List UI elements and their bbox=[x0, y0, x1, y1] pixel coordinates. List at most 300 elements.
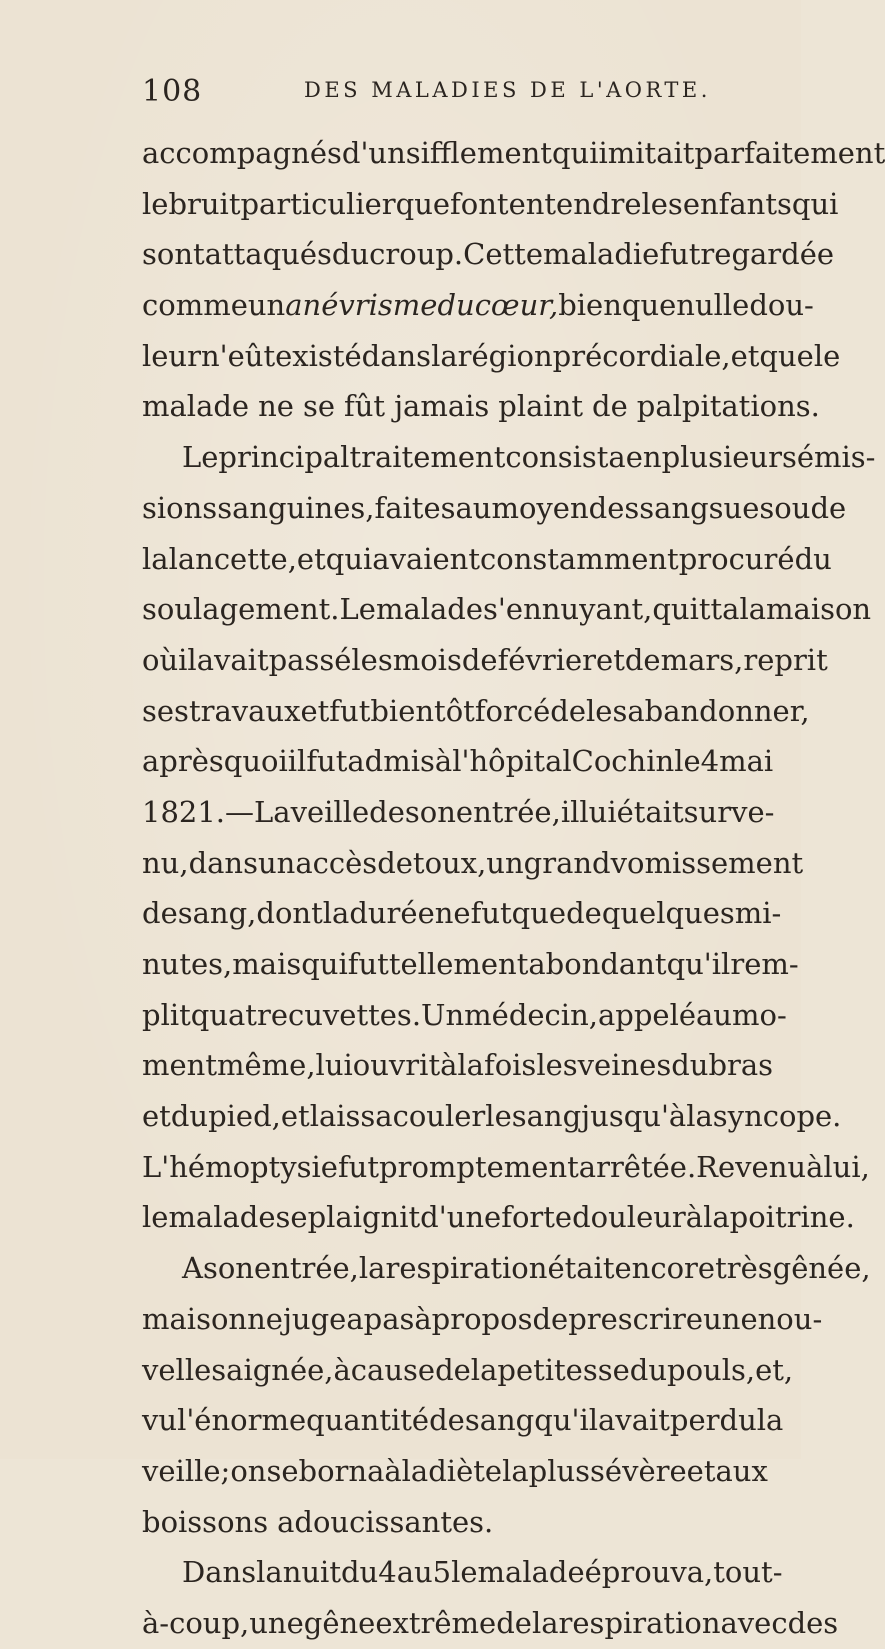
word: fut bbox=[329, 693, 371, 728]
word: jugea bbox=[282, 1301, 364, 1336]
word: anévrisme bbox=[285, 288, 438, 323]
word: ou bbox=[774, 490, 811, 525]
word: aux bbox=[715, 1453, 768, 1488]
word: accès bbox=[295, 845, 378, 880]
word: avait bbox=[196, 642, 269, 677]
word: avaient bbox=[372, 541, 481, 576]
word: quoi bbox=[223, 744, 288, 779]
word: lancette, bbox=[168, 541, 297, 576]
word: sions bbox=[142, 490, 218, 525]
word: sifflement bbox=[405, 136, 552, 170]
word: mars, bbox=[660, 642, 744, 677]
word: Le bbox=[339, 592, 376, 627]
word: attaqués bbox=[204, 237, 332, 272]
word: à bbox=[685, 1200, 704, 1235]
word: abandonner, bbox=[627, 693, 810, 728]
text-line bbox=[142, 534, 832, 585]
word: extrême bbox=[375, 1605, 497, 1640]
word: de bbox=[532, 1301, 569, 1336]
word: imitait bbox=[598, 136, 695, 170]
word: qui bbox=[551, 136, 599, 170]
word: à bbox=[806, 1149, 824, 1184]
page-header bbox=[0, 74, 801, 114]
word: fut bbox=[659, 237, 701, 272]
word: constamment bbox=[480, 541, 679, 576]
word: qui bbox=[301, 947, 348, 981]
text-line bbox=[142, 990, 787, 1041]
word: quatre bbox=[190, 997, 288, 1032]
word: admis bbox=[347, 744, 435, 779]
word: un bbox=[486, 845, 524, 880]
word: pied, bbox=[208, 1099, 281, 1134]
word: après bbox=[142, 744, 224, 779]
word: et bbox=[730, 338, 760, 373]
text-line bbox=[142, 838, 804, 889]
word: 5 bbox=[432, 1555, 452, 1590]
word: de bbox=[592, 389, 628, 424]
word: ne bbox=[434, 896, 471, 931]
word: prescrire bbox=[568, 1301, 704, 1336]
word: sang, bbox=[177, 896, 257, 931]
word: croup. bbox=[369, 237, 464, 272]
word: au bbox=[396, 1555, 433, 1590]
text-line bbox=[142, 1294, 823, 1345]
word: leur bbox=[142, 338, 201, 373]
word: le bbox=[451, 1555, 478, 1590]
word: Cochin bbox=[571, 744, 675, 779]
word: — bbox=[225, 794, 255, 829]
word: toux, bbox=[412, 845, 487, 880]
word: la bbox=[142, 541, 169, 576]
text-line bbox=[142, 331, 841, 382]
word: petitesse bbox=[497, 1352, 630, 1387]
text-line bbox=[142, 939, 799, 990]
word: diète bbox=[428, 1453, 503, 1488]
word: La bbox=[254, 794, 291, 829]
text-line bbox=[142, 1598, 839, 1649]
word: soulagement. bbox=[142, 592, 340, 627]
word: avait bbox=[598, 1403, 670, 1438]
word: son bbox=[404, 794, 456, 829]
word: laissa bbox=[309, 1099, 393, 1134]
word: les bbox=[536, 1048, 578, 1083]
word: médecin, bbox=[464, 997, 598, 1032]
word: de bbox=[429, 1403, 465, 1438]
word: bien bbox=[558, 288, 622, 323]
word: l'hôpital bbox=[452, 744, 572, 779]
word: plusieurs bbox=[661, 440, 797, 475]
word: procuré bbox=[678, 541, 795, 576]
word: reprit bbox=[743, 642, 828, 677]
text-line bbox=[142, 1345, 794, 1396]
word: pas bbox=[363, 1301, 415, 1336]
word: douleur bbox=[572, 1200, 686, 1235]
word: couler bbox=[392, 1099, 486, 1134]
word: dont bbox=[256, 896, 323, 931]
word: tellement bbox=[388, 947, 529, 981]
word: A bbox=[182, 1251, 203, 1286]
word: du bbox=[331, 237, 370, 272]
word: comme bbox=[142, 288, 248, 323]
word: bras bbox=[708, 1048, 774, 1083]
word: parfaitement bbox=[694, 136, 885, 170]
word: boissons bbox=[142, 1504, 269, 1539]
word: entendre bbox=[508, 186, 642, 221]
word: principal bbox=[218, 440, 350, 475]
word: malade bbox=[142, 389, 250, 424]
word: bientôt bbox=[370, 693, 475, 728]
word: des bbox=[588, 490, 640, 525]
word: tout- bbox=[713, 1555, 783, 1590]
word: en bbox=[625, 440, 662, 475]
word: du bbox=[671, 1048, 709, 1083]
word: qui bbox=[325, 541, 373, 576]
word: fut bbox=[470, 896, 512, 931]
word: même, bbox=[217, 1048, 316, 1083]
word: la bbox=[358, 1251, 386, 1286]
text-line bbox=[142, 584, 872, 635]
word: accompagnés bbox=[142, 136, 342, 170]
word: nou- bbox=[757, 1301, 823, 1336]
word: de bbox=[142, 896, 178, 931]
word: rem- bbox=[730, 947, 799, 981]
word: mai bbox=[719, 744, 774, 779]
word: à bbox=[440, 1048, 458, 1083]
word: mais bbox=[142, 1301, 211, 1336]
word: nulle bbox=[676, 288, 750, 323]
word: le bbox=[813, 338, 841, 373]
word: la bbox=[756, 1403, 784, 1438]
word: Dans bbox=[182, 1555, 257, 1590]
word: plaignit bbox=[307, 1200, 421, 1235]
word: l'énorme bbox=[177, 1403, 307, 1438]
text-line bbox=[142, 888, 782, 939]
word: nuit bbox=[282, 1555, 341, 1590]
word: ne bbox=[258, 389, 294, 424]
word: n'eût bbox=[200, 338, 276, 373]
word: la bbox=[401, 1453, 429, 1488]
word: Le bbox=[182, 440, 219, 475]
word: cœur, bbox=[474, 288, 559, 323]
word: ne bbox=[247, 1301, 283, 1336]
word: de bbox=[810, 490, 847, 525]
text-line bbox=[142, 736, 774, 787]
word: il bbox=[178, 642, 197, 677]
word: du bbox=[170, 1099, 209, 1134]
word: Cette bbox=[463, 237, 543, 272]
word: L'hémoptysie bbox=[142, 1149, 338, 1184]
text-line bbox=[142, 1395, 784, 1446]
text-line bbox=[142, 1243, 871, 1294]
word: se bbox=[275, 1200, 308, 1235]
word: la bbox=[739, 592, 767, 627]
word: entrée, bbox=[455, 794, 561, 829]
word: on bbox=[230, 1453, 267, 1488]
word: une bbox=[703, 1301, 758, 1336]
word: la bbox=[322, 896, 350, 931]
word: font bbox=[450, 186, 509, 221]
word: un bbox=[247, 288, 286, 323]
word: moyen bbox=[491, 490, 589, 525]
page-number: 108 bbox=[142, 74, 203, 109]
word: malade bbox=[168, 1200, 276, 1235]
word: et bbox=[596, 642, 625, 677]
word: consista bbox=[505, 440, 626, 475]
word: forte bbox=[501, 1200, 573, 1235]
word: respiration bbox=[385, 1251, 548, 1286]
word: plus bbox=[528, 1453, 591, 1488]
body-text bbox=[142, 128, 885, 1649]
word: lui, bbox=[823, 1149, 870, 1184]
word: vomissement bbox=[610, 845, 804, 880]
word: lui bbox=[315, 1048, 353, 1083]
word: se bbox=[302, 389, 335, 424]
word: ment bbox=[142, 1048, 217, 1083]
word: maison bbox=[766, 592, 872, 627]
text-line bbox=[142, 1040, 774, 1091]
word: ses bbox=[142, 693, 189, 728]
word: des bbox=[787, 1605, 839, 1640]
word: pouls, bbox=[667, 1352, 756, 1387]
word: de bbox=[496, 1605, 532, 1640]
word: à bbox=[333, 1352, 351, 1387]
word: de bbox=[435, 1352, 471, 1387]
word: encore bbox=[614, 1251, 716, 1286]
word: gênée, bbox=[772, 1251, 871, 1286]
word: dou- bbox=[749, 288, 814, 323]
word: il bbox=[560, 794, 580, 829]
word: particulier bbox=[240, 186, 396, 221]
text-line bbox=[142, 381, 820, 432]
word: perdu bbox=[669, 1403, 757, 1438]
word: adoucissantes. bbox=[277, 1504, 494, 1539]
word: qu'il bbox=[534, 1403, 599, 1438]
word: que bbox=[621, 288, 677, 323]
word: que bbox=[759, 338, 814, 373]
text-line bbox=[142, 1547, 783, 1598]
word: maladie bbox=[542, 237, 660, 272]
word: nu, bbox=[142, 845, 189, 880]
text-line bbox=[142, 1446, 766, 1497]
word: sang bbox=[464, 1403, 535, 1438]
word: 4 bbox=[700, 744, 720, 779]
word: respiration bbox=[558, 1605, 721, 1640]
word: veille bbox=[290, 794, 370, 829]
word: de bbox=[566, 896, 602, 931]
word: à bbox=[434, 744, 453, 779]
word: la bbox=[686, 1099, 713, 1134]
word: sang bbox=[511, 1099, 582, 1134]
word: du bbox=[437, 288, 475, 323]
word: et bbox=[296, 541, 326, 576]
word: émis- bbox=[796, 440, 876, 475]
text-line bbox=[142, 128, 885, 179]
word: la bbox=[457, 1048, 484, 1083]
text-line bbox=[142, 787, 775, 838]
text-line bbox=[142, 635, 828, 686]
word: cuvettes. bbox=[288, 997, 422, 1032]
word: enfants bbox=[682, 186, 792, 221]
word: quitta bbox=[652, 592, 740, 627]
word: du bbox=[340, 1555, 379, 1590]
word: mois bbox=[392, 642, 462, 677]
word: appelé bbox=[597, 997, 697, 1032]
word: de bbox=[377, 845, 413, 880]
word: au bbox=[455, 490, 492, 525]
word: la bbox=[256, 1555, 283, 1590]
running-title: DES MALADIES DE L'AORTE. bbox=[304, 78, 711, 102]
word: se bbox=[266, 1453, 299, 1488]
word: mi- bbox=[734, 896, 782, 931]
word: le bbox=[674, 744, 701, 779]
word: malade bbox=[375, 592, 484, 627]
word: était bbox=[547, 1251, 615, 1286]
word: forcé bbox=[474, 693, 551, 728]
word: de bbox=[624, 642, 661, 677]
word: nutes, bbox=[142, 947, 233, 981]
word: 1821. bbox=[142, 794, 226, 829]
word: on bbox=[210, 1301, 248, 1336]
word: entrée, bbox=[253, 1251, 359, 1286]
word: palpitations. bbox=[636, 389, 820, 424]
text-line bbox=[142, 483, 847, 534]
word: 4 bbox=[378, 1555, 397, 1590]
word: dans bbox=[188, 845, 258, 880]
word: plit bbox=[142, 997, 191, 1032]
word: gêne bbox=[303, 1605, 376, 1640]
word: la bbox=[703, 1200, 730, 1235]
word: les bbox=[351, 642, 393, 677]
word: et, bbox=[755, 1352, 794, 1387]
word: poitrine. bbox=[729, 1200, 855, 1235]
word: il bbox=[287, 744, 307, 779]
word: était bbox=[616, 794, 684, 829]
word: février bbox=[497, 642, 597, 677]
word: le bbox=[142, 1200, 169, 1235]
word: avec bbox=[720, 1605, 788, 1640]
word: mo- bbox=[731, 997, 787, 1032]
word: et bbox=[142, 1099, 171, 1134]
word: et bbox=[686, 1453, 716, 1488]
word: quelques bbox=[601, 896, 735, 931]
text-line bbox=[142, 1091, 842, 1142]
word: la bbox=[470, 1352, 498, 1387]
word: une bbox=[249, 1605, 304, 1640]
word: jusqu'à bbox=[581, 1099, 687, 1134]
word: à bbox=[414, 1301, 432, 1336]
word: fut bbox=[347, 947, 389, 981]
word: lui bbox=[579, 794, 617, 829]
word: la bbox=[502, 1453, 529, 1488]
word: plaint bbox=[498, 389, 584, 424]
word: au bbox=[696, 997, 732, 1032]
word: surve- bbox=[683, 794, 775, 829]
word: malade bbox=[477, 1555, 585, 1590]
word: veines bbox=[577, 1048, 672, 1083]
word: dans bbox=[361, 338, 432, 373]
word: les bbox=[586, 693, 628, 728]
word: que bbox=[395, 186, 451, 221]
word: velle bbox=[142, 1352, 212, 1387]
word: à-coup, bbox=[142, 1605, 250, 1640]
word: jamais bbox=[394, 389, 490, 424]
word: vu bbox=[142, 1403, 178, 1438]
word: existé bbox=[275, 338, 362, 373]
word: du bbox=[629, 1352, 668, 1387]
text-line bbox=[142, 686, 810, 737]
word: fois bbox=[483, 1048, 537, 1083]
word: d'un bbox=[341, 136, 406, 170]
word: sévère bbox=[590, 1453, 687, 1488]
word: précordiale, bbox=[552, 338, 731, 373]
word: ouvrit bbox=[352, 1048, 441, 1083]
word: fût bbox=[343, 389, 386, 424]
word: et bbox=[300, 693, 330, 728]
word: quantité bbox=[306, 1403, 430, 1438]
word: durée bbox=[349, 896, 435, 931]
word: son bbox=[202, 1251, 254, 1286]
word: propos bbox=[431, 1301, 533, 1336]
word: syncope. bbox=[712, 1099, 842, 1134]
word: faites bbox=[374, 490, 456, 525]
word: travaux bbox=[188, 693, 301, 728]
word: bruit bbox=[168, 186, 241, 221]
word: du bbox=[794, 541, 832, 576]
word: que bbox=[511, 896, 567, 931]
word: fut bbox=[337, 1149, 380, 1184]
word: de bbox=[550, 693, 587, 728]
word: sont bbox=[142, 237, 205, 272]
word: où bbox=[142, 642, 179, 677]
text-line bbox=[142, 280, 814, 331]
word: qui bbox=[791, 186, 839, 221]
word: le bbox=[142, 186, 169, 221]
word: la bbox=[531, 1605, 559, 1640]
word: très bbox=[715, 1251, 773, 1286]
word: éprouva, bbox=[584, 1555, 714, 1590]
word: abondant bbox=[528, 947, 667, 981]
word: et bbox=[280, 1099, 310, 1134]
text-line bbox=[142, 1192, 855, 1243]
word: de bbox=[369, 794, 405, 829]
word: la bbox=[431, 338, 458, 373]
word: sangsues bbox=[639, 490, 775, 525]
text-line bbox=[142, 1142, 870, 1193]
text-line bbox=[142, 432, 876, 483]
word: traitement bbox=[349, 440, 506, 475]
word: sanguines, bbox=[217, 490, 375, 525]
word: s'ennuyant, bbox=[483, 592, 653, 627]
word: promptement bbox=[379, 1149, 579, 1184]
word: région bbox=[457, 338, 553, 373]
word: fut bbox=[306, 744, 348, 779]
word: regardée bbox=[700, 237, 835, 272]
text-line bbox=[142, 1497, 766, 1548]
text-line bbox=[142, 179, 839, 230]
word: de bbox=[461, 642, 498, 677]
word: passé bbox=[268, 642, 352, 677]
word: à bbox=[384, 1453, 402, 1488]
word: Revenu bbox=[696, 1149, 807, 1184]
word: borna bbox=[298, 1453, 385, 1488]
word: arrêtée. bbox=[578, 1149, 697, 1184]
word: Un bbox=[421, 997, 465, 1032]
word: grand bbox=[523, 845, 611, 880]
word: un bbox=[258, 845, 296, 880]
word: veille; bbox=[142, 1453, 231, 1488]
word: mais bbox=[232, 947, 302, 981]
text-line bbox=[142, 229, 835, 280]
